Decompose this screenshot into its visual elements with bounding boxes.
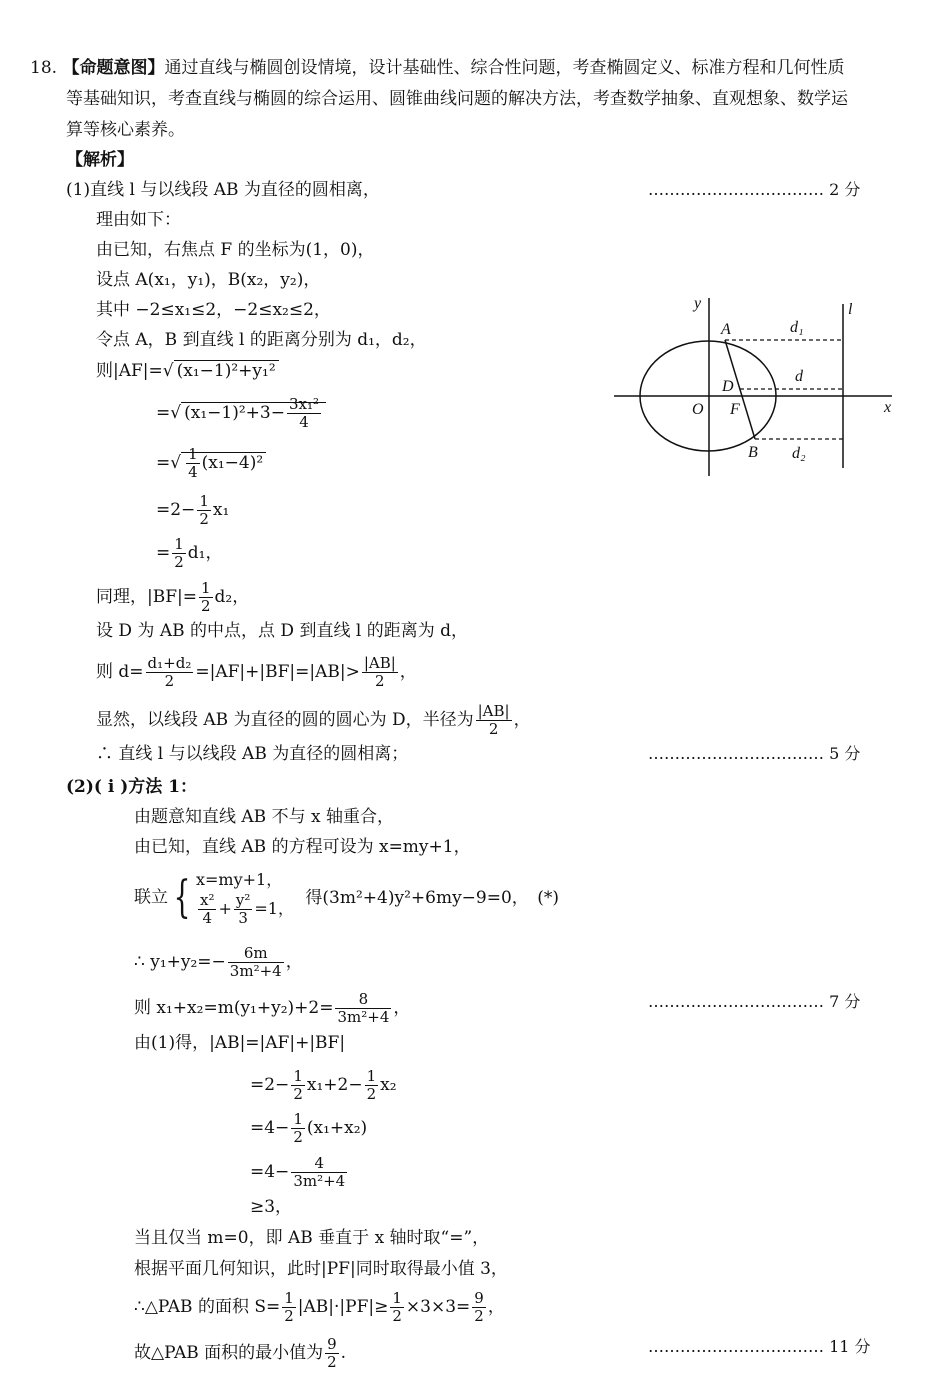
system-of-equations: 联立 { x=my+1， $\frac{\text{x²}}{4}$ + $\frac{\text{y²}}{3}$ =1， 得(3m²+4)y²+6my−9=0， (*)	[134, 870, 560, 927]
part2-line-2: 由已知，直线 AB 的方程可设为 x=my+1，	[134, 837, 471, 857]
midpoint-line: 设 D 为 AB 的中点，点 D 到直线 l 的距离为 d，	[96, 621, 468, 641]
eq-sum-x: 则 x₁+x₂=m(y₁+y₂)+2= $\frac{8}{\text{3m²+4}}$ ，	[134, 990, 411, 1026]
eq-ab-5: ≥3，	[250, 1197, 293, 1217]
problem-intent-line-1	[30, 57, 844, 79]
label-a: A	[721, 321, 731, 338]
pf-minimum: 根据平面几何知识，此时|PF|同时取得最小值 3，	[134, 1259, 508, 1279]
score-11: …………………………… 11 分	[648, 1337, 871, 1356]
brace-glyph: {	[173, 871, 191, 923]
ellipse-diagram	[612, 290, 902, 480]
eq-ab-1: 由(1)得，|AB|=|AF|+|BF|	[134, 1033, 346, 1053]
eq-ab-3: =4− $\frac{1}{2}$ (x₁+x₂)	[250, 1110, 368, 1146]
intent-text-1: 通过直线与椭圆创设情境，设计基础性、综合性问题，考查椭圆定义、标准方程和几何性质	[164, 58, 845, 78]
eq-af-3: =√ $\frac{1}{4}$ (x₁−4)²	[156, 446, 266, 481]
label-o: O	[692, 401, 704, 418]
analysis-label: 【解析】	[66, 150, 134, 170]
eq-d: 则 d= $\frac{\text{d₁+d₂}}{2}$ =|AF|+|BF|=|AB|> $\frac{|AB|}{2}$ ，	[96, 654, 417, 690]
eq-af-1: 则|AF|=√ (x₁−1)²+y₁²	[96, 360, 279, 382]
eq-bf: 同理，|BF|= $\frac{1}{2}$ d₂，	[96, 579, 250, 615]
label-x: x	[884, 399, 892, 416]
intent-text-2: 等基础知识，考查直线与椭圆的综合运用、圆锥曲线问题的解决方法，考查数学抽象、直观想象、数学运	[66, 89, 848, 109]
score-5: …………………………… 5 分	[648, 744, 861, 763]
equality-condition: 当且仅当 m=0，即 AB 垂直于 x 轴时取“=”，	[134, 1228, 490, 1248]
label-d1: d₁	[790, 319, 804, 336]
part1-distances: 令点 A，B 到直线 l 的距离分别为 d₁，d₂，	[96, 330, 427, 350]
part2-line-1: 由题意知直线 AB 不与 x 轴重合，	[134, 807, 394, 827]
part1-reason: 理由如下：	[96, 210, 181, 230]
eq-sum-y: ∴ y₁+y₂=− $\frac{6m}{\text{3m²+4}}$ ，	[134, 944, 303, 980]
label-dd: d	[795, 368, 803, 385]
part1-conclusion: ∴ 直线 l 与以线段 AB 为直径的圆相离；	[96, 744, 409, 764]
part1-focus: 由已知，右焦点 F 的坐标为(1，0)，	[96, 240, 375, 260]
part1-range: 其中 −2≤x₁≤2，−2≤x₂≤2，	[96, 300, 331, 320]
circle-center-line: 显然，以线段 AB 为直径的圆的圆心为 D，半径为 $\frac{|AB|}{2}$ ，	[96, 702, 531, 738]
score-7: …………………………… 7 分	[648, 992, 861, 1011]
area-minimum: 故△PAB 面积的最小值为 $\frac{9}{2}$ .	[134, 1335, 347, 1371]
label-d-point: D	[722, 378, 734, 395]
label-d2: d₂	[792, 445, 806, 462]
intent-label: 【命题意图】	[62, 58, 165, 78]
eq-ab-4: =4− $\frac{4}{\text{3m²+4}}$	[250, 1154, 346, 1190]
part2-heading: (2)( i )方法 1：	[66, 777, 198, 797]
eq-ab-2: =2− $\frac{1}{2}$ x₁+2− $\frac{1}{2}$ x₂	[250, 1067, 397, 1103]
eq-af-5: = $\frac{1}{2}$ d₁，	[156, 535, 223, 571]
eq-af-2: =√ (x₁−1)²+3− $\frac{\text{3x₁²}}{4}$	[156, 396, 326, 431]
label-b: B	[748, 444, 758, 461]
part1-claim: (1)直线 l 与以线段 AB 为直径的圆相离，	[66, 180, 380, 200]
intent-text-3: 算等核心素养。	[66, 120, 185, 140]
label-f: F	[730, 401, 740, 418]
label-l: l	[848, 301, 853, 318]
eq-area: ∴△PAB 的面积 S= $\frac{1}{2}$ |AB|·|PF|≥ $\frac{1}{2}$ ×3×3= $\frac{9}{2}$ ，	[134, 1289, 505, 1325]
label-y: y	[694, 295, 702, 312]
score-2: …………………………… 2 分	[648, 180, 861, 199]
part1-points: 设点 A(x₁，y₁)，B(x₂，y₂)，	[96, 270, 321, 290]
eq-af-4: =2− $\frac{1}{2}$ x₁	[156, 492, 230, 528]
problem-number: 18.	[30, 58, 58, 78]
